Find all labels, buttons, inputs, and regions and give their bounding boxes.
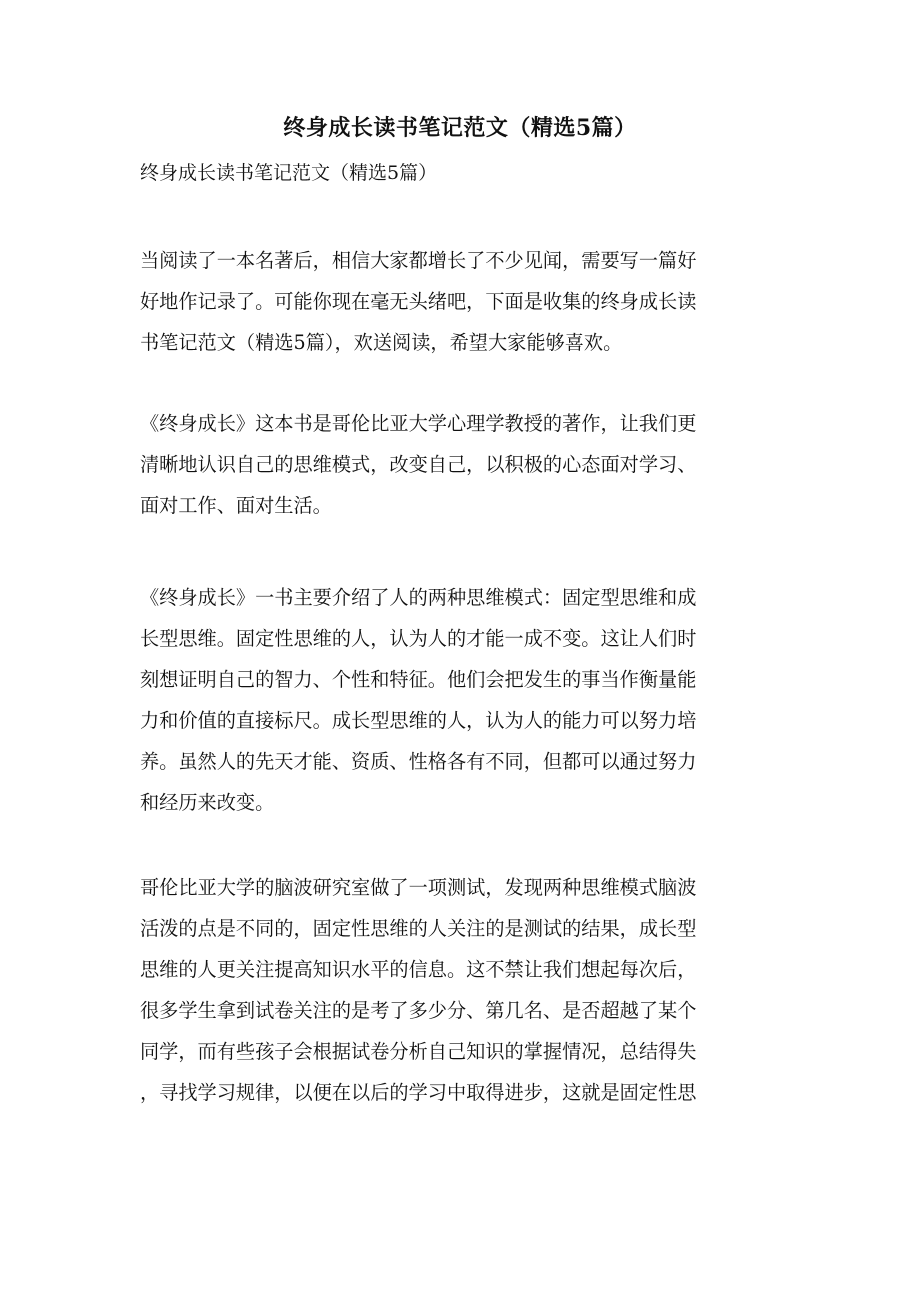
- text-line: 好地作记录了。可能你现在毫无头绪吧，下面是收集的终身成长读: [140, 290, 697, 313]
- text-line: 活泼的点是不同的，固定性思维的人关注的是测试的结果，成长型: [140, 917, 697, 940]
- text-line: 书笔记范文（精选5篇），欢送阅读，希望大家能够喜欢。: [140, 331, 623, 354]
- paragraph-mindsets: [140, 577, 780, 823]
- text-line: 很多学生拿到试卷关注的是考了多少分、第几名、是否超越了某个: [140, 999, 697, 1022]
- text-line: 同学，而有些孩子会根据试卷分析自己知识的掌握情况，总结得失: [140, 1040, 697, 1063]
- paragraph-brainwave-study: [140, 867, 780, 1113]
- text-line: 《终身成长》这本书是哥伦比亚大学心理学教授的著作，让我们更: [140, 412, 697, 435]
- paragraph-intro: [140, 240, 780, 363]
- text-line: 清晰地认识自己的思维模式，改变自己，以积极的心态面对学习、: [140, 453, 697, 476]
- text-line: 哥伦比亚大学的脑波研究室做了一项测试，发现两种思维模式脑波: [140, 876, 697, 899]
- text-line: 和经历来改变。: [140, 791, 275, 814]
- text-line: 刻想证明自己的智力、个性和特征。他们会把发生的事当作衡量能: [140, 668, 697, 691]
- paragraph-book-intro: [140, 403, 780, 526]
- text-line: 长型思维。固定性思维的人，认为人的才能一成不变。这让人们时: [140, 627, 697, 650]
- text-line: 《终身成长》一书主要介绍了人的两种思维模式：固定型思维和成: [140, 586, 697, 609]
- text-line: 思维的人更关注提高知识水平的信息。这不禁让我们想起每次后，: [140, 958, 697, 981]
- text-line: 当阅读了一本名著后，相信大家都增长了不少见闻，需要写一篇好: [140, 249, 697, 272]
- document-title: 终身成长读书笔记范文（精选5篇）: [283, 115, 637, 141]
- text-line: 面对工作、面对生活。: [140, 494, 332, 517]
- text-line: 养。虽然人的先天才能、资质、性格各有不同，但都可以通过努力: [140, 750, 697, 773]
- document-subtitle: 终身成长读书笔记范文（精选5篇）: [140, 162, 438, 184]
- text-line: 力和价值的直接标尺。成长型思维的人，认为人的能力可以努力培: [140, 709, 697, 732]
- text-line: ，寻找学习规律，以便在以后的学习中取得进步，这就是固定性思: [140, 1081, 697, 1104]
